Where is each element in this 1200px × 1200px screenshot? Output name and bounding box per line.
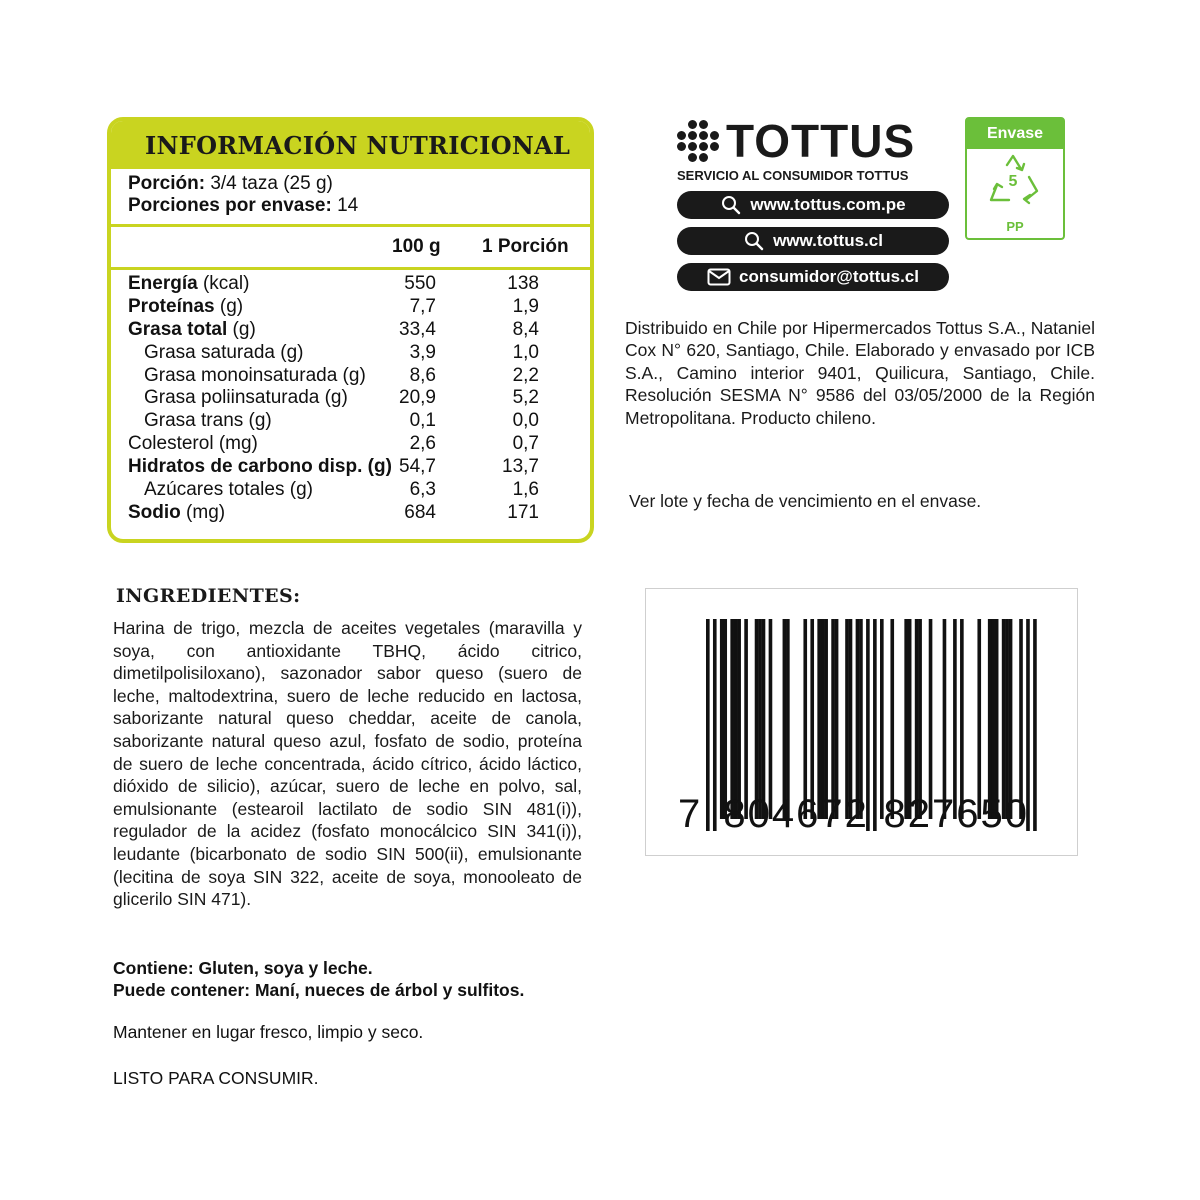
barcode-bar [755, 619, 759, 819]
value-100g: 54,7 [399, 456, 436, 478]
contact-text: www.tottus.cl [773, 231, 883, 250]
nutrition-row [111, 273, 590, 296]
contact-pill[interactable] [677, 227, 949, 255]
barcode-bar [856, 619, 860, 819]
contains-text: Contiene: Gluten, soya y leche. [113, 958, 373, 978]
mail-icon [707, 268, 731, 286]
nutrient-name: Colesterol (mg) [128, 433, 258, 455]
serving-label: Porción: [128, 173, 206, 194]
barcode-bar [873, 619, 877, 831]
barcode-bar [943, 619, 947, 819]
nutrition-row [111, 365, 590, 388]
value-portion: 1,6 [512, 479, 539, 501]
barcode-bar [977, 619, 981, 819]
nutrition-rows [111, 273, 590, 525]
nutrition-row [111, 296, 590, 319]
barcode-bar [845, 619, 849, 819]
nutrient-name: Grasa saturada (g) [144, 341, 304, 363]
nutrient-label [128, 456, 392, 478]
nutrient-label [144, 410, 272, 432]
contact-text: consumidor@tottus.cl [739, 267, 919, 286]
nutrient-name: Sodio [128, 501, 181, 523]
nutrient-name: Proteínas [128, 295, 215, 317]
nutrition-row [111, 342, 590, 365]
barcode-bar [706, 619, 710, 831]
nutrition-panel [107, 117, 594, 543]
barcode-bar [1033, 619, 1037, 831]
barcode-bar [918, 619, 922, 819]
column-100g: 100 g [392, 236, 441, 257]
barcode-bar [758, 619, 762, 819]
barcode-bar [1002, 619, 1006, 819]
nutrient-label [144, 479, 313, 501]
nutrient-name: Hidratos de carbono disp. (g) [128, 456, 392, 478]
value-100g: 6,3 [409, 479, 436, 501]
barcode-bar [824, 619, 828, 819]
recycling-title: Envase [967, 119, 1063, 149]
value-100g: 3,9 [409, 341, 436, 363]
nutrient-label [144, 387, 348, 409]
barcode-bar [908, 619, 912, 819]
barcode-left-digits: 804672 [723, 792, 869, 836]
nutrient-label [128, 433, 258, 455]
recycle-number: 5 [1008, 173, 1018, 190]
barcode-bar [849, 619, 853, 819]
nutrition-row [111, 456, 590, 479]
barcode-bar [880, 619, 884, 819]
barcode-bar [1009, 619, 1013, 819]
barcode-bar [859, 619, 863, 819]
value-portion: 0,7 [512, 433, 539, 455]
value-portion: 0,0 [512, 410, 539, 432]
value-portion: 1,9 [512, 295, 539, 317]
barcode-bar [915, 619, 919, 819]
barcode-bar [734, 619, 738, 819]
recycling-badge [965, 117, 1065, 240]
service-label: SERVICIO AL CONSUMIDOR TOTTUS [677, 168, 909, 183]
barcode-bar [835, 619, 839, 819]
value-100g: 20,9 [399, 387, 436, 409]
nutrient-label [128, 319, 256, 341]
nutrient-label [144, 365, 366, 387]
barcode-bar [953, 619, 957, 819]
may-contain-text: Puede contener: Maní, nueces de árbol y sulfitos. [113, 980, 525, 1001]
nutrition-row [111, 433, 590, 456]
nutrient-unit: (g) [214, 295, 244, 317]
contact-list [677, 191, 949, 291]
column-portion: 1 Porción [482, 236, 569, 257]
distribution-text: Distribuido en Chile por Hipermercados Tottus S.A., Nataniel Cox N° 620, Santiago, Chile. Elaborado y envasado por ICB S.A., Camino interior 9401, Quilicura, Santiago, Chile. Resolución SESMA N° 9586 del 03/05/2000 de la Región Metropolitana. Producto chileno. [625, 318, 1095, 428]
barcode-bar [713, 619, 717, 831]
value-100g: 7,7 [409, 295, 436, 317]
nutrient-name: Energía [128, 273, 198, 294]
value-100g: 8,6 [409, 364, 436, 386]
barcode-bar [960, 619, 964, 819]
barcode-bar [821, 619, 825, 819]
tottus-logo [677, 117, 949, 165]
search-icon [720, 195, 742, 215]
nutrient-name: Grasa poliinsaturada (g) [144, 387, 348, 409]
value-portion: 13,7 [502, 456, 539, 478]
barcode-bar [988, 619, 992, 819]
nutrient-label [144, 342, 303, 364]
contact-text: www.tottus.com.pe [750, 195, 906, 214]
nutrient-name: Grasa monoinsaturada (g) [144, 364, 366, 386]
search-icon [743, 231, 765, 251]
ingredients-text: Harina de trigo, mezcla de aceites vegetales (maravilla y soya, con antioxidante TBHQ, ácido citrico, dimetilpolisiloxano), sazonador sabor queso (suero de leche, maltodextrina, suero de leche reducido en lactosa, saborizante natural queso cheddar, aceite de canola, saborizante natural queso azul, fosfato de sodio, proteína de suero de leche concentrada, ácido cítrico, ácido láctico, dióxido de silicio), azúcar, suero de leche en polvo, sal, emulsionante (estearoil lactilato de sodio SIN 481(i)), regulador de la acidez (fosfato monocálcico SIN 341(i)), leudante (bicarbonato de sodio SIN 500(ii), emulsionante (lecitina de soya SIN 322, aceite de soya, monooleato de glicerilo SIN 471). [113, 618, 582, 910]
ingredients-title: INGREDIENTES: [116, 585, 301, 607]
value-100g: 2,6 [409, 433, 436, 455]
nutrient-unit: (g) [227, 318, 256, 340]
nutrition-row [111, 502, 590, 525]
value-portion: 8,4 [512, 318, 539, 340]
barcode-bar [904, 619, 908, 819]
nutrient-name: Grasa trans (g) [144, 410, 272, 432]
lot-note: Ver lote y fecha de vencimiento en el envase. [629, 491, 982, 511]
nutrition-row [111, 410, 590, 433]
value-portion: 2,2 [512, 364, 539, 386]
servings-value: 14 [331, 195, 359, 216]
serving-value: 3/4 taza (25 g) [205, 173, 333, 194]
barcode-bar [723, 619, 727, 819]
value-portion: 138 [507, 273, 539, 294]
ready-text: LISTO PARA CONSUMIR. [113, 1068, 319, 1088]
barcode-bar [810, 619, 814, 819]
nutrient-label [128, 273, 249, 295]
barcode-bar [762, 619, 766, 819]
value-portion: 1,0 [512, 341, 539, 363]
nutrient-label [128, 502, 225, 524]
value-100g: 33,4 [399, 318, 436, 340]
barcode-bar [786, 619, 790, 819]
barcode-first-digit: 7 [678, 792, 701, 836]
nutrition-row [111, 319, 590, 342]
barcode-bar [744, 619, 748, 819]
storage-text: Mantener en lugar fresco, limpio y seco. [113, 1022, 424, 1042]
dots-logo-icon [677, 120, 719, 162]
nutrient-label [128, 296, 243, 318]
nutrient-name: Azúcares totales (g) [144, 479, 313, 501]
value-100g: 684 [404, 501, 436, 523]
barcode-bar [817, 619, 821, 819]
barcode-bar [737, 619, 741, 819]
nutrition-title: INFORMACIÓN NUTRICIONAL [111, 121, 590, 169]
barcode-bar [890, 619, 894, 819]
value-100g: 550 [404, 273, 436, 294]
barcode-right-digits: 827650 [883, 792, 1029, 836]
barcode-bar [720, 619, 724, 819]
nutrient-unit: (mg) [180, 501, 226, 523]
contact-pill[interactable] [677, 191, 949, 219]
nutrition-row [111, 479, 590, 502]
value-portion: 5,2 [512, 387, 539, 409]
nutrient-name: Grasa total [128, 318, 228, 340]
serving-info [111, 169, 590, 217]
nutrition-column-header [111, 224, 590, 270]
allergen-info [113, 957, 524, 1002]
recycle-material: PP [1006, 219, 1024, 234]
brand-name: TOTTUS [726, 115, 916, 167]
barcode-bar [803, 619, 807, 819]
value-100g: 0,1 [409, 410, 436, 432]
barcode-bar [1005, 619, 1009, 819]
barcode-bar [991, 619, 995, 819]
nutrient-unit: (kcal) [197, 273, 250, 294]
value-portion: 171 [507, 501, 539, 523]
barcode-bar [1019, 619, 1023, 819]
contact-pill[interactable] [677, 263, 949, 291]
nutrition-row [111, 387, 590, 410]
barcode-graphic [646, 589, 1077, 855]
brand-block [677, 117, 949, 291]
servings-label: Porciones por envase: [128, 195, 332, 216]
barcode-bar [831, 619, 835, 819]
recycle-icon [967, 151, 1059, 221]
barcode-bar [783, 619, 787, 819]
barcode-bar [995, 619, 999, 819]
barcode-bar [730, 619, 734, 819]
barcode-bar [929, 619, 933, 819]
barcode-bar [769, 619, 773, 819]
barcode [645, 588, 1078, 856]
